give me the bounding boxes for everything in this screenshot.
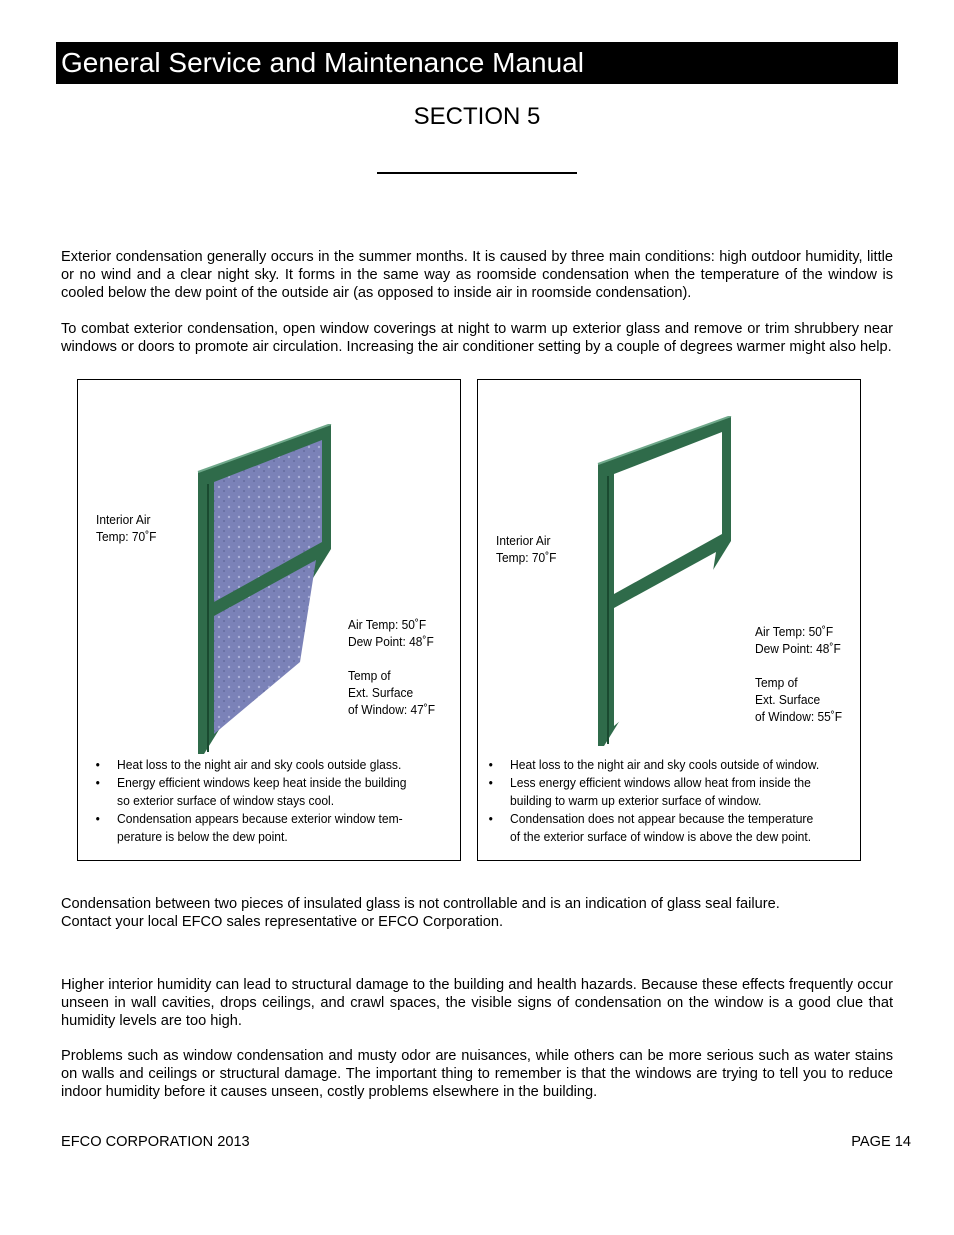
list-item: • Energy efficient windows keep heat inside the building so exterior surface of window stays cool.: [91, 774, 407, 810]
list-item: • Less energy efficient windows allow heat from inside the building to warm up exterior surface of window.: [484, 774, 819, 810]
list-item: • Heat loss to the night air and sky cools outside glass.: [91, 756, 407, 774]
humidity-paragraph-1: Higher interior humidity can lead to structural damage to the building and health hazards. Because these effects frequently occur unseen in wall cavities, drops ceilings, and crawl spaces, the visible signs of condensation on the window is a good clue that humidity levels are too high.: [61, 977, 893, 1029]
interior-temp-label: Interior Air Temp: 70˚F: [496, 533, 557, 565]
condensation-bullet-list: [91, 756, 430, 846]
exterior-conditions-label: Air Temp: 50˚F Dew Point: 48˚F Temp of Ext. Surface of Window: 55˚F: [755, 624, 843, 724]
footer-company: EFCO CORPORATION 2013: [61, 1134, 250, 1150]
section-divider: [377, 172, 577, 174]
list-item: • Condensation appears because exterior window tem- perature is below the dew point.: [91, 810, 407, 846]
window-clear-image: [596, 416, 736, 751]
intro-paragraph-2: To combat exterior condensation, open window coverings at night to warm up exterior glass and remove or trim shrubbery near windows or doors to promote air circulation. Increasing the air conditioner setting by a couple of degrees warmer might also help.: [61, 321, 893, 355]
glass-seal-paragraph: Condensation between two pieces of insulated glass is not controllable and is an indication of glass seal failure.: [61, 896, 780, 912]
exterior-conditions-label: Air Temp: 50˚F Dew Point: 48˚F Temp of Ext. Surface of Window: 47˚F: [348, 617, 436, 717]
list-item: • Heat loss to the night air and sky cools outside of window.: [484, 756, 819, 774]
figure-panel-no-condensation: [477, 379, 861, 861]
list-item: • Condensation does not appear because the temperature of the exterior surface of window is above the dew point.: [484, 810, 819, 846]
figure-panel-condensation: [77, 379, 461, 861]
window-condensation-image: [196, 424, 336, 759]
contact-paragraph: Contact your local EFCO sales representative or EFCO Corporation.: [61, 914, 504, 930]
section-title: SECTION 5: [413, 103, 541, 130]
header-bar: [56, 42, 898, 84]
footer-page-number: PAGE 14: [851, 1134, 911, 1150]
no-condensation-bullet-list: [484, 756, 844, 846]
humidity-paragraph-2: Problems such as window condensation and musty odor are nuisances, while others can be more serious such as water stains on walls and ceilings or structural damage. The important thing to remember is that the windows are trying to tell you to reduce indoor humidity before it causes unseen, costly problems elsewhere in the building.: [61, 1048, 893, 1100]
intro-paragraph-1: Exterior condensation generally occurs in the summer months. It is caused by three main conditions: high outdoor humidity, little or no wind and a clear night sky. It forms in the same way as roomside condensation when the temperature of the window is cooled below the dew point of the outside air (as opposed to inside air in roomside condensation).: [61, 249, 893, 301]
interior-temp-label: Interior Air Temp: 70˚F: [96, 512, 157, 544]
manual-title: General Service and Maintenance Manual: [61, 47, 584, 78]
